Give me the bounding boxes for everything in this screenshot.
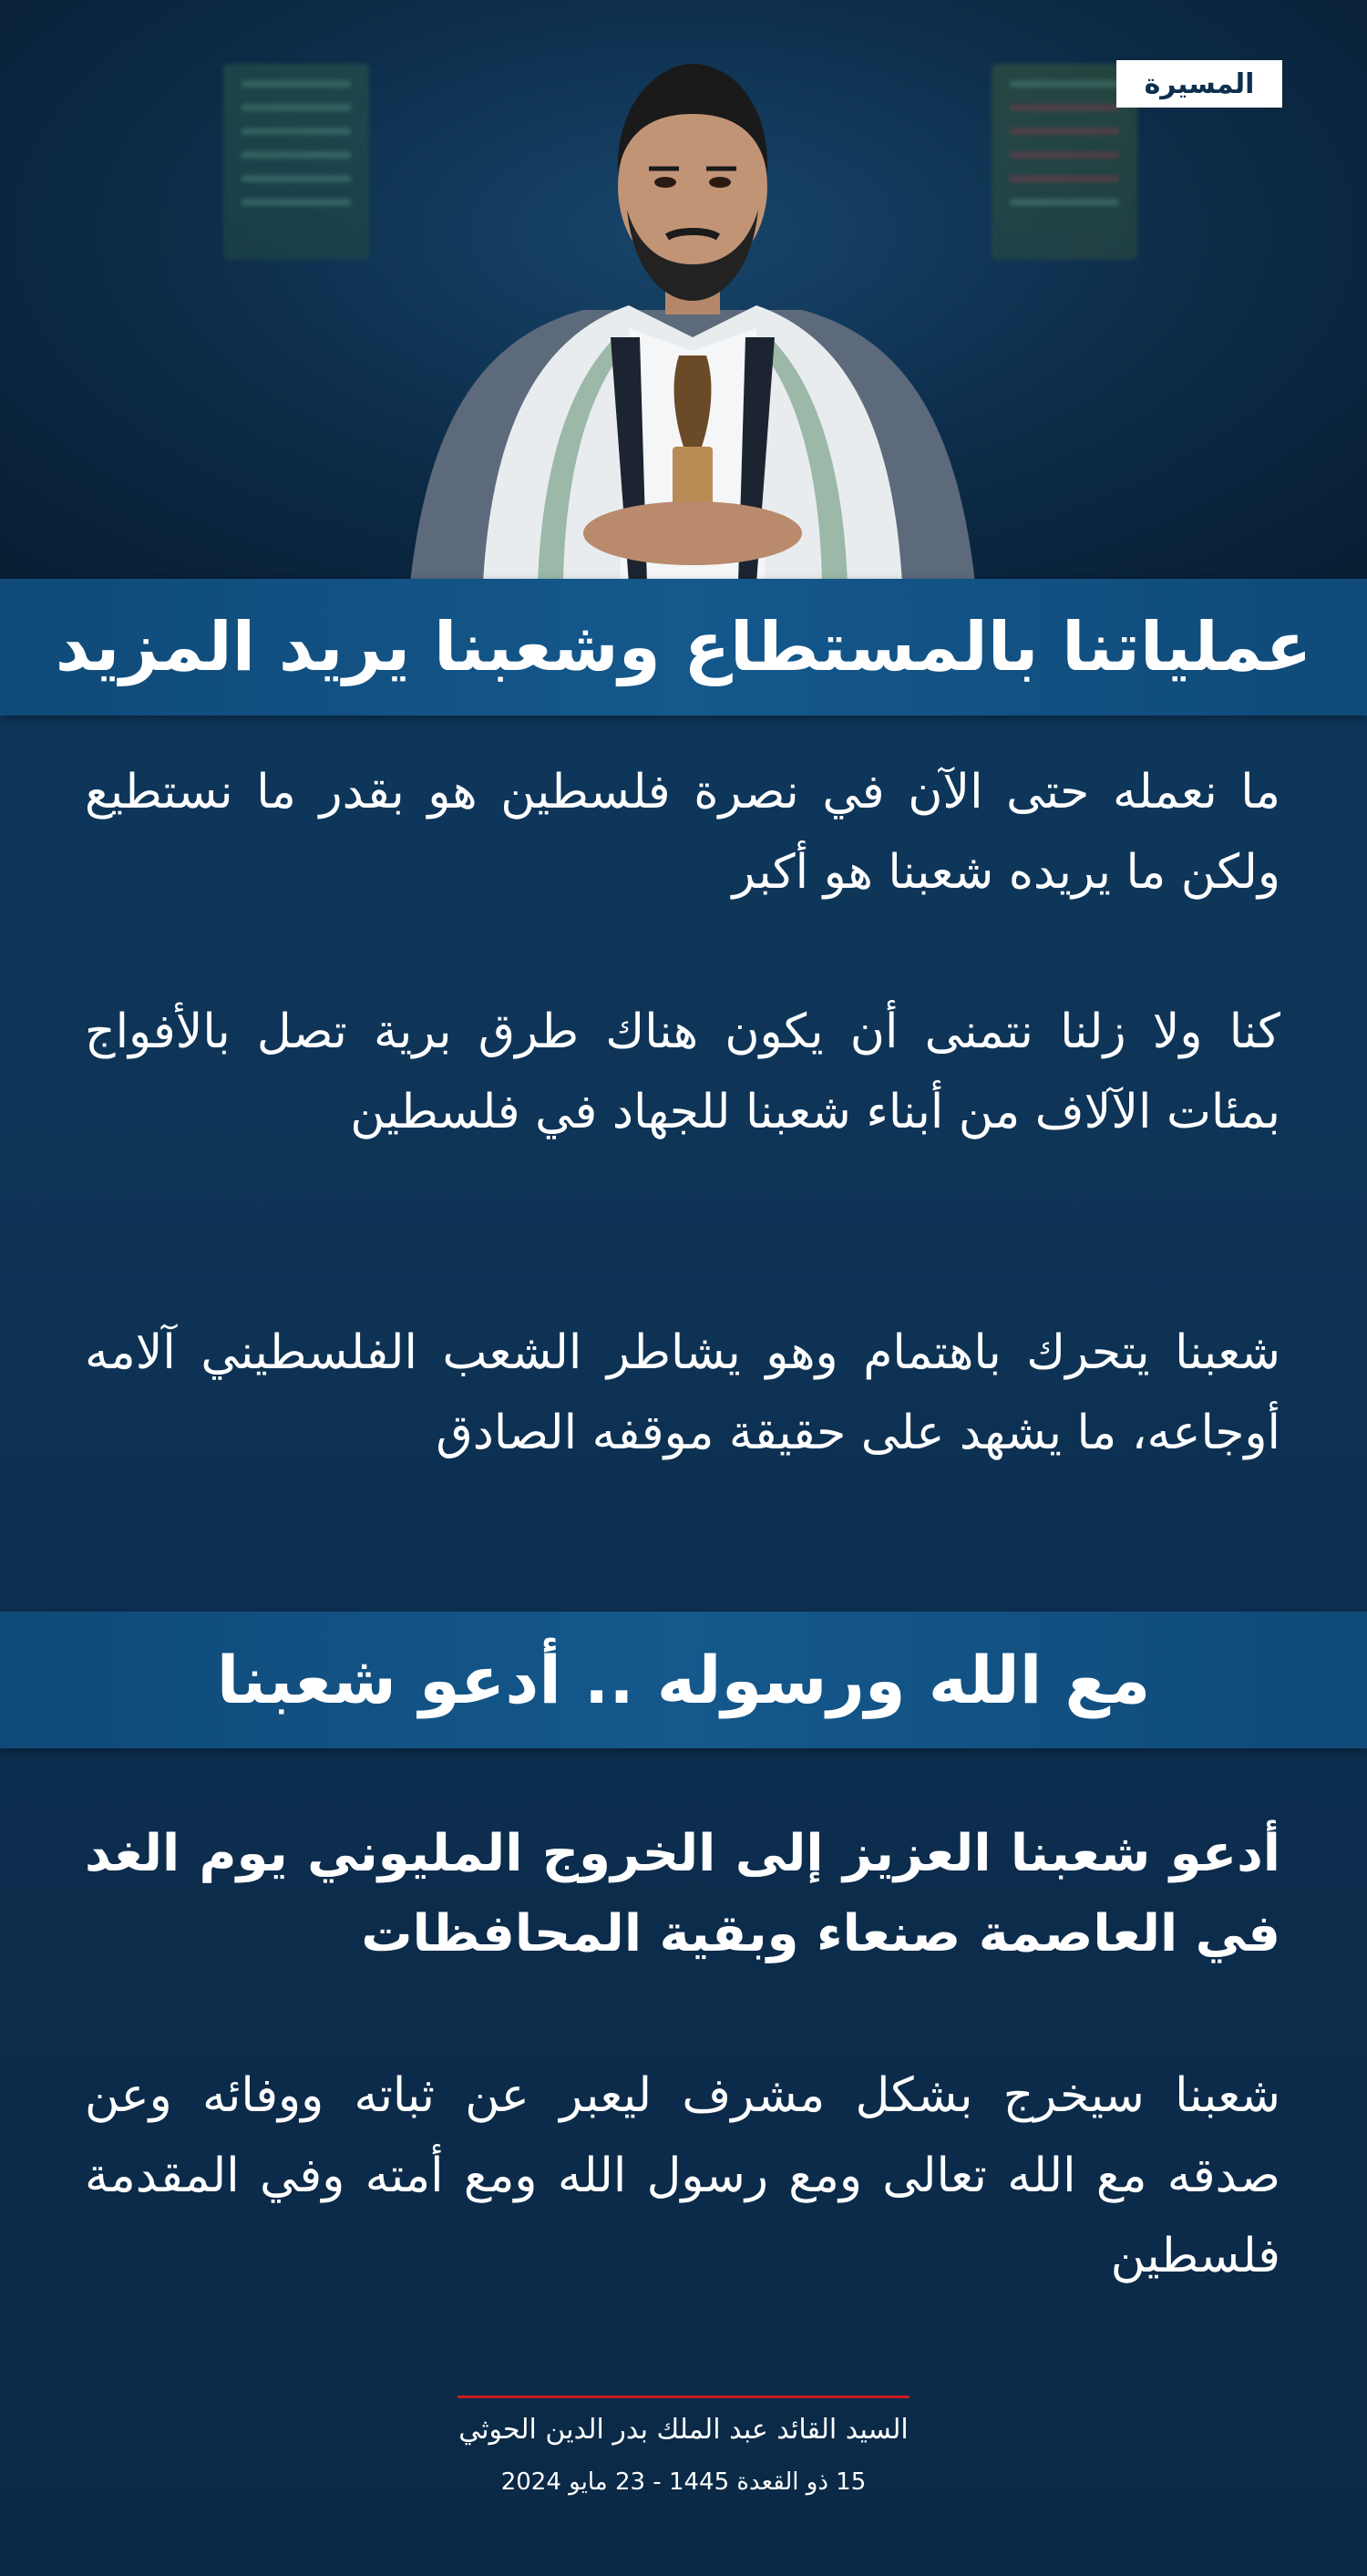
quote-paragraph-4: أدعو شعبنا العزيز إلى الخروج المليوني يوم الغد في العاصمة صنعاء وبقية المحافظات [85, 1824, 1280, 1963]
brand-logo[interactable]: المسيرة [1116, 60, 1282, 108]
headline-bar-middle [0, 1612, 1367, 1748]
quote-paragraph-2: كنا ولا زلنا نتمنى أن يكون هناك طرق برية تصل بالأفواج بمئات الآلاف من أبناء شعبنا للجهاد في فلسطين [85, 1005, 1280, 1139]
footer-speaker-name: السيد القائد عبد الملك بدر الدين الحوثي [458, 2414, 909, 2446]
headline-top: عملياتنا بالمستطاع وشعبنا يريد المزيد [55, 608, 1312, 686]
footer-date: 15 ذو القعدة 1445 - 23 مايو 2024 [500, 2468, 867, 2496]
quote-paragraph-5: شعبنا سيخرج بشكل مشرف ليعبر عن ثباته ووفائه وعن صدقه مع الله تعالى ومع رسول الله ومع أمته وفي المقدمة فلسطين [85, 2068, 1280, 2283]
footer-divider [457, 2396, 910, 2398]
background-banner-right [992, 64, 1137, 260]
headline-bar-top [0, 579, 1367, 716]
background-banner-left [223, 64, 369, 260]
quote-paragraph-1: ما نعمله حتى الآن في نصرة فلسطين هو بقدر ما نستطيع ولكن ما يريده شعبنا هو أكبر [85, 765, 1280, 900]
speaker-photo [0, 0, 1367, 579]
speaker-figure [401, 36, 984, 579]
headline-middle: مع الله ورسوله .. أدعو شعبنا [216, 1642, 1151, 1718]
quote-paragraph-3: شعبنا يتحرك باهتمام وهو يشاطر الشعب الفلسطيني آلامه أوجاعه، ما يشهد على حقيقة موقفه الصادق [85, 1325, 1280, 1460]
